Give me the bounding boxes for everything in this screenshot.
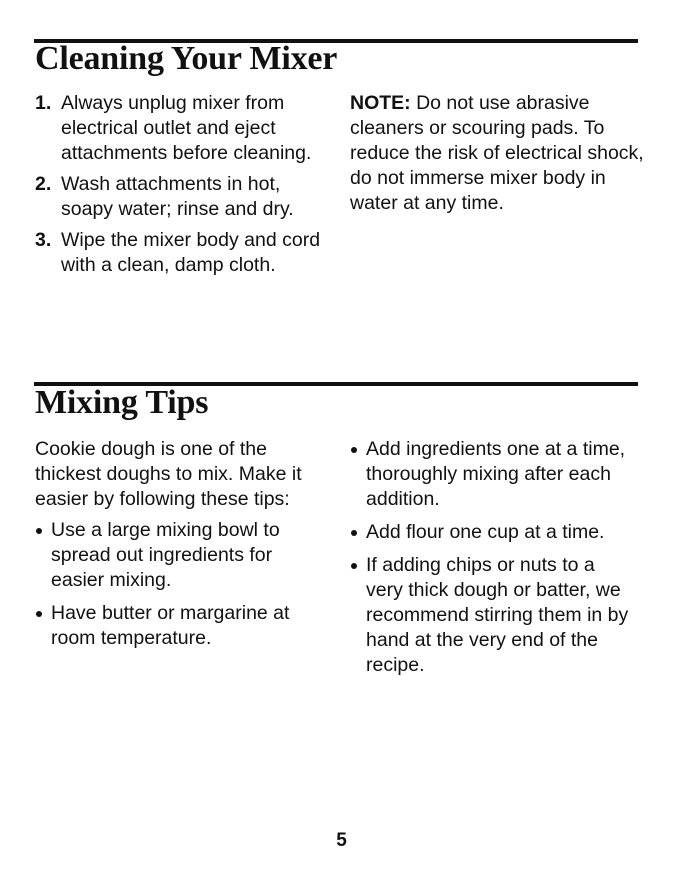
mixing-left-tips [35,518,325,651]
tip-item: Have butter or margarine at room temperature. [35,601,325,651]
note-label: NOTE: [350,92,411,114]
cleaning-step: 2. Wash attachments in hot, soapy water; rinse and dry. [35,173,294,220]
cleaning-steps-column [35,91,325,284]
cleaning-step: 1. Always unplug mixer from electrical outlet and eject attachments before cleaning. [35,92,312,164]
page-number: 5 [336,830,347,851]
mixing-right-column [350,437,635,686]
tip-item: Add flour one cup at a time. [350,520,635,545]
mixing-left-column [35,437,325,659]
cleaning-step: 3. Wipe the mixer body and cord with a clean, damp cloth. [35,229,321,276]
mixing-right-tips [350,437,635,678]
cleaning-heading: Cleaning Your Mixer [35,40,338,77]
mixing-heading: Mixing Tips [35,384,209,421]
cleaning-note [350,91,645,216]
note-text: Do not use abrasive cleaners or scouring pads. To reduce the risk of electrical shock, do not immerse mixer body in water at any time. [350,92,644,214]
mixing-intro: Cookie dough is one of the thickest doughs to mix. Make it easier by following these tips: [35,438,302,510]
cleaning-steps-list [35,91,325,278]
tip-item: If adding chips or nuts to a very thick dough or batter, we recommend stirring them in by hand at the very end of the recipe. [350,553,635,678]
tip-item: Use a large mixing bowl to spread out ingredients for easier mixing. [35,518,325,593]
tip-item: Add ingredients one at a time, thoroughly mixing after each addition. [350,437,635,512]
